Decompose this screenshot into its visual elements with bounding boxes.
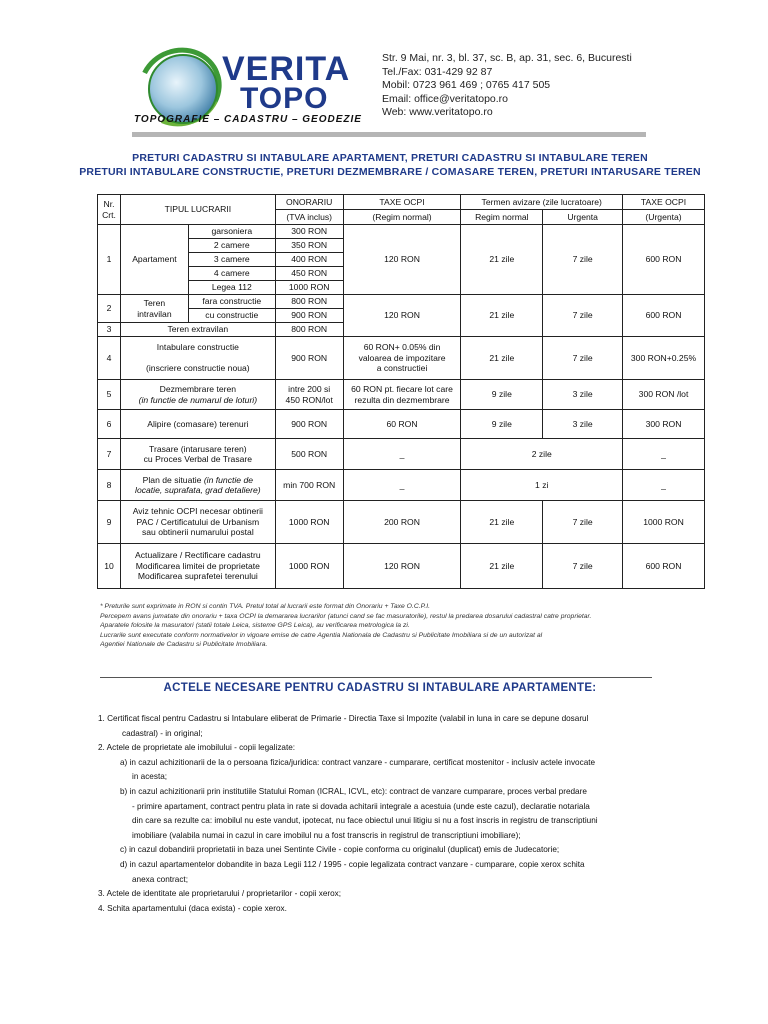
cell-taxe-urgenta: _	[623, 470, 705, 501]
cell-nr: 9	[98, 501, 121, 544]
header-tva: (TVA inclus)	[275, 210, 343, 225]
cell-tip: Teren intravilan	[120, 295, 188, 323]
table-row	[98, 225, 705, 239]
cell-taxe-urgenta: _	[623, 439, 705, 470]
contact-email: Email: office@veritatopo.ro	[382, 92, 509, 105]
cell-taxe-urgenta: 1000 RON	[623, 501, 705, 544]
cell-fee: 900 RON	[275, 309, 343, 323]
cell-sub: fara constructie	[188, 295, 275, 309]
brand-name-line2: TOPO	[240, 82, 329, 115]
note-line: * Preturile sunt exprimate in RON si contin TVA. Pretul total al lucrarii este format din Onorariu + Taxe O.C.P.I.	[100, 603, 430, 610]
cell-fee: min 700 RON	[275, 470, 343, 501]
cell-nr: 5	[98, 380, 121, 410]
title-line-2: PRETURI INTABULARE CONSTRUCTIE, PRETURI DEZMEMBRARE / COMASARE TEREN, PRETURI INTARUSARE TEREN	[79, 166, 701, 178]
cell-normal: 21 zile	[461, 337, 543, 380]
table-row	[98, 380, 705, 410]
header-tip-lucrare: TIPUL LUCRARII	[120, 195, 275, 225]
cell-nr: 1	[98, 225, 121, 295]
list-item: d) in cazul apartamentelor dobandite in baza Legii 112 / 1995 - copie legalizata contract vanzare - cumparare, copie xerox schita	[120, 859, 585, 869]
list-item: b) in cazul achizitionarii prin institutiile Statului Roman (ICRAL, ICVL, etc): contract de vanzare cumparare, proces verbal predare	[120, 786, 587, 796]
contact-web: Web: www.veritatopo.ro	[382, 106, 493, 119]
cell-sub: 2 camere	[188, 239, 275, 253]
cell-normal: 9 zile	[461, 380, 543, 410]
list-item: a) in cazul achizitionarii de la o persoana fizica/juridica: contract vanzare - cumparare, certificat mostenitor - inclusiv actele invocate	[120, 757, 596, 767]
list-item: 2. Actele de proprietate ale imobilului - copii legalizate:	[98, 743, 296, 753]
cell-urgenta: 3 zile	[543, 380, 623, 410]
header-divider	[132, 132, 646, 137]
brand-name-line1: VERITA	[222, 50, 351, 88]
cell-normal: 21 zile	[461, 225, 543, 295]
cell-sub: cu constructie	[188, 309, 275, 323]
note-line: Aparatele folosite la masuratori (statii totale Leica, sisteme GPS Leica), au verificarea metrologica la zi.	[100, 622, 410, 630]
header-urgenta: Urgenta	[543, 210, 623, 225]
list-item: anexa contract;	[132, 874, 188, 884]
cell-urgenta: 7 zile	[543, 225, 623, 295]
cell-nr: 2	[98, 295, 121, 323]
header-taxe-urgenta: TAXE OCPI	[623, 195, 705, 210]
list-item: imobiliare (valabila numai in cazul in care imobilul nu a fost transcris in registrul de transcriptiuni imobiliare);	[132, 830, 521, 840]
cell-fee: 1000 RON	[275, 501, 343, 544]
cell-fee: 1000 RON	[275, 281, 343, 295]
cell-fee: 500 RON	[275, 439, 343, 470]
contact-block	[382, 52, 632, 120]
table-row	[98, 470, 705, 501]
cell-nr: 7	[98, 439, 121, 470]
cell-taxe-urgenta: 300 RON /lot	[623, 380, 705, 410]
cell-urgenta: 7 zile	[543, 501, 623, 544]
note-line: Percepem avans jumatate din onorariu + taxa OCPI la demararea lucrarilor (atunci cand se fac masuratorile), restul la predarea dosarului cadastral catre proprietar.	[100, 612, 592, 620]
header-termen: Termen avizare (zile lucratoare)	[461, 195, 623, 210]
cell-normal: 21 zile	[461, 295, 543, 337]
table-header-row	[98, 195, 705, 210]
table-row	[98, 410, 705, 439]
cell-taxe: 120 RON	[343, 544, 461, 589]
cell-urgenta: 7 zile	[543, 337, 623, 380]
cell-sub: 4 camere	[188, 267, 275, 281]
price-notes	[100, 602, 720, 650]
cell-taxe-urgenta: 600 RON	[623, 295, 705, 337]
list-item: c) in cazul dobandirii proprietatii in baza unei Sentinte Civile - copie conforma cu originalul (duplicat) emis de Judecatorie;	[120, 845, 560, 855]
cell-normal: 21 zile	[461, 501, 543, 544]
cell-nr: 10	[98, 544, 121, 589]
cell-tip: Aviz tehnic OCPI necesar obtinerii PAC / Certificatului de Urbanism sau obtinerii numarului postal	[120, 501, 275, 544]
cell-sub: garsoniera	[188, 225, 275, 239]
cell-urgenta: 7 zile	[543, 295, 623, 337]
company-tagline: TOPOGRAFIE – CADASTRU – GEODEZIE	[134, 114, 362, 125]
header-urgenta-paren: (Urgenta)	[623, 210, 705, 225]
cell-taxe: _	[343, 439, 461, 470]
table-row	[98, 501, 705, 544]
requirements-list	[98, 712, 658, 916]
cell-fee: 1000 RON	[275, 544, 343, 589]
cell-nr: 6	[98, 410, 121, 439]
contact-mobile: Mobil: 0723 961 469 ; 0765 417 505	[382, 79, 551, 92]
cell-taxe: 200 RON	[343, 501, 461, 544]
cell-taxe: 60 RON pt. fiecare lot care rezulta din dezmembrare	[343, 380, 461, 410]
cell-fee: 900 RON	[275, 337, 343, 380]
list-item: din care sa rezulte ca: imobilul nu este vandut, ipotecat, nu face obiectul unui litigiu si nu a fost inscris in registru de transcriptiuni	[132, 816, 598, 826]
cell-taxe: 120 RON	[343, 225, 461, 295]
cell-taxe-urgenta: 600 RON	[623, 544, 705, 589]
cell-fee: intre 200 si 450 RON/lot	[275, 380, 343, 410]
cell-taxe: _	[343, 470, 461, 501]
cell-fee: 800 RON	[275, 323, 343, 337]
cell-taxe-urgenta: 600 RON	[623, 225, 705, 295]
table-row	[98, 337, 705, 380]
cell-tip: Apartament	[120, 225, 188, 295]
header-nr: Nr. Crt.	[98, 195, 121, 225]
list-item: 1. Certificat fiscal pentru Cadastru si Intabulare eliberat de Primarie - Directia Taxe si Impozite (valabil in luna in care se depune dosarul	[98, 714, 589, 723]
cell-tip: Dezmembrare teren (in functie de numarul de loturi)	[120, 380, 275, 410]
cell-fee: 900 RON	[275, 410, 343, 439]
cell-sub: Legea 112	[188, 281, 275, 295]
list-item: in acesta;	[132, 772, 168, 782]
cell-sub: 3 camere	[188, 253, 275, 267]
cell-normal: 21 zile	[461, 544, 543, 589]
cell-urgenta: 7 zile	[543, 544, 623, 589]
list-item: 3. Actele de identitate ale proprietarului / proprietarilor - copii xerox;	[98, 889, 342, 899]
section-title: ACTELE NECESARE PENTRU CADASTRU SI INTABULARE APARTAMENTE:	[163, 682, 597, 694]
title-line-1: PRETURI CADASTRU SI INTABULARE APARTAMENT, PRETURI CADASTRU SI INTABULARE TEREN	[132, 152, 648, 164]
document-title	[60, 151, 720, 179]
contact-telfax: Tel./Fax: 031-429 92 87	[382, 65, 493, 78]
cell-taxe: 60 RON	[343, 410, 461, 439]
cell-fee: 300 RON	[275, 225, 343, 239]
cell-termen: 1 zi	[461, 470, 623, 501]
header-onorariu: ONORARIU	[275, 195, 343, 210]
cell-fee: 450 RON	[275, 267, 343, 281]
cell-nr: 4	[98, 337, 121, 380]
table-row	[98, 295, 705, 309]
cell-taxe-urgenta: 300 RON	[623, 410, 705, 439]
cell-taxe-urgenta: 300 RON+0.25%	[623, 337, 705, 380]
contact-address: Str. 9 Mai, nr. 3, bl. 37, sc. B, ap. 31, sec. 6, Bucuresti	[382, 52, 632, 64]
cell-tip: Plan de situatie (in functie de locatie, suprafata, grad detaliere)	[120, 470, 275, 501]
cell-urgenta: 3 zile	[543, 410, 623, 439]
cell-tip: Teren extravilan	[120, 323, 275, 337]
cell-termen: 2 zile	[461, 439, 623, 470]
note-line: Lucrarile sunt executate conform normativelor in vigoare emise de catre Agentia Nationala de Cadastru si Publicitate Imobiliara si de un autorizat al	[100, 631, 543, 639]
table-row	[98, 544, 705, 589]
cell-tip: Actualizare / Rectificare cadastru Modificarea limitei de proprietate Modificarea suprafetei terenului	[120, 544, 275, 589]
table-row	[98, 439, 705, 470]
cell-normal: 9 zile	[461, 410, 543, 439]
cell-fee: 400 RON	[275, 253, 343, 267]
note-line: Agentiei Nationale de Cadastru si Publicitate Imobiliara.	[100, 641, 268, 649]
list-item: cadastral) - in original;	[122, 728, 203, 738]
cell-fee: 800 RON	[275, 295, 343, 309]
cell-nr: 3	[98, 323, 121, 337]
price-table	[97, 194, 705, 589]
cell-taxe: 120 RON	[343, 295, 461, 337]
cell-taxe: 60 RON+ 0.05% din valoarea de impozitare a constructiei	[343, 337, 461, 380]
header-normal: Regim normal	[461, 210, 543, 225]
cell-fee: 350 RON	[275, 239, 343, 253]
cell-tip: Intabulare constructie (inscriere constructie noua)	[120, 337, 275, 380]
header-taxe-ocpi: TAXE OCPI	[343, 195, 461, 210]
list-item: - primire apartament, contract pentru plata in rate si dovada achitarii integrale a acestuia (unde este cazul), declaratie notariala	[132, 801, 590, 811]
list-item: 4. Schita apartamentului (daca exista) - copie xerox.	[98, 903, 287, 913]
section-divider	[100, 677, 652, 678]
cell-tip: Alipire (comasare) terenuri	[120, 410, 275, 439]
header-regim-normal: (Regim normal)	[343, 210, 461, 225]
cell-tip: Trasare (intarusare teren) cu Proces Verbal de Trasare	[120, 439, 275, 470]
cell-nr: 8	[98, 470, 121, 501]
